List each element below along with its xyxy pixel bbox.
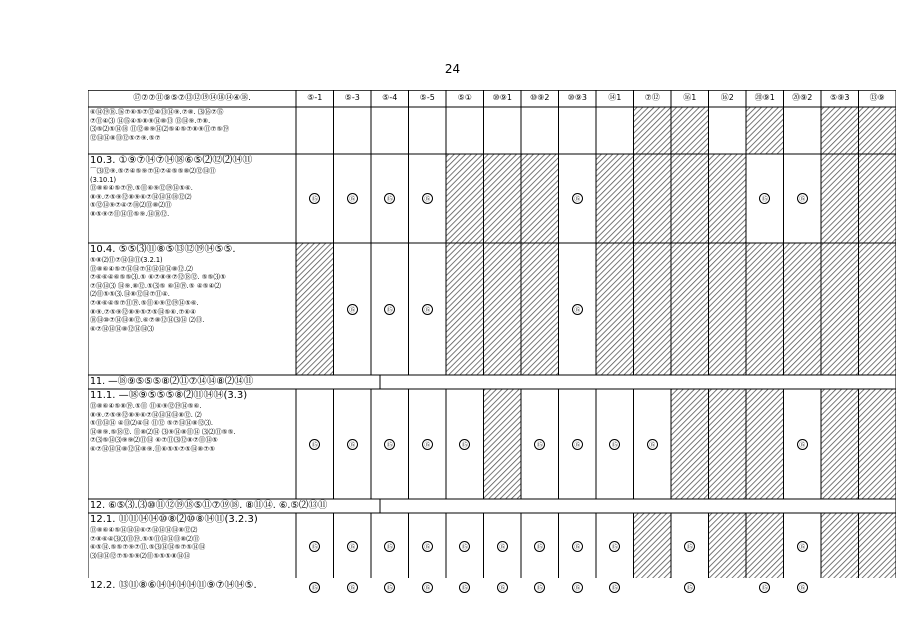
circled-mark-icon: ⑮	[422, 541, 433, 552]
row-text-line: ⑥⑭⑲⑱.⑯⑦⑥⑤⑦⑫④⑬⑭⑨.⑦⑧. ⑶⑯⑦⑮	[90, 108, 224, 116]
hatched-cell	[597, 244, 634, 375]
header-column: ⑤-4	[382, 93, 398, 102]
row-title: 12.2. ⑬⑪⑧⑥⑭⑭⑭⑭⑪⑨⑦⑭⑭⑤.	[90, 580, 257, 591]
hatched-cell	[484, 390, 521, 499]
hatched-cell	[822, 155, 859, 243]
row-text-line: ⌒⑶⑫⑨.⑤⑦④⑤⑨⑦⑭⑦④⑤⑤⑧⑵⑫⑭⑪	[90, 167, 216, 175]
hatched-cell	[709, 155, 746, 243]
hatched-cell	[747, 244, 784, 375]
hatched-cell	[822, 390, 859, 499]
row-description	[90, 390, 294, 498]
circled-mark-icon: ⑮	[572, 193, 583, 204]
header-column: ⑳⑨1	[754, 93, 775, 102]
hatched-cell	[709, 244, 746, 375]
circled-mark-icon: ⑮	[309, 582, 320, 593]
circled-mark-icon: ⑮	[647, 439, 658, 450]
circled-mark-icon: ⑮	[384, 541, 395, 552]
circled-mark-icon: ⑮	[797, 541, 808, 552]
row-text-line: ⑤⑧⑵⑪⑦⑭⑭⑪(3.2.1)	[90, 256, 163, 264]
page-number: 24	[444, 62, 461, 76]
section-title: 12. ⑥⑤⑶.⑶⑩⑪⑫⑲⑱⑤⑪⑦⑲⑱. ⑧⑪⑭. ⑥.⑤⑵⑬⑪	[90, 500, 328, 511]
circled-mark-icon: ⑮	[309, 541, 320, 552]
circled-mark-icon: ⑮	[572, 439, 583, 450]
row-text-line: ⑥⑦⑭⑭⑭⑧⑫⑭⑭⑶	[90, 324, 154, 333]
circled-mark-icon: ⑮	[459, 582, 470, 593]
circled-mark-icon: ⑮	[534, 439, 545, 450]
circled-mark-icon: ⑮	[309, 193, 320, 204]
row-text-line: ⑭⑧⑨.⑤⑱⑫. ⑪⑧⑵⑭ ⑶⑨⑭⑧⑪⑭ ⑶⑵⑪⑤⑤.	[90, 427, 236, 436]
circled-mark-icon: ⑮	[309, 439, 320, 450]
hatched-cell	[747, 514, 784, 579]
header-column: ⑩⑨3	[567, 93, 587, 102]
circled-mark-icon: ⑮	[384, 304, 395, 315]
hatched-cell	[484, 155, 521, 243]
header-column: ⑳⑨2	[792, 93, 813, 102]
hatched-cell	[447, 155, 484, 243]
circled-mark-icon: ⑮	[347, 193, 358, 204]
circled-mark-icon: ⑮	[609, 582, 620, 593]
row-text-line: ⑧⑨.⑦⑤⑨⑫⑧⑨⑤⑦⑤⑭⑤⑥.⑦⑥④	[90, 307, 197, 316]
hatched-cell	[447, 244, 484, 375]
circled-mark-icon: ⑮	[797, 582, 808, 593]
row-text-line: ⑬⑧⑥④⑤⑦⑭⑭⑦⑭⑭⑭⑭⑧⑫.⑵	[90, 264, 193, 273]
circled-mark-icon: ⑮	[347, 304, 358, 315]
hatched-cell	[597, 155, 634, 243]
circled-mark-icon: ⑮	[459, 439, 470, 450]
circled-mark-icon: ⑮	[497, 541, 508, 552]
row-text-line: ⑦⑧⑥④⑤⑦⑪⑲.⑤⑪⑥⑨⑫⑲⑭⑤⑥.	[90, 298, 199, 307]
hatched-cell	[784, 244, 821, 375]
circled-mark-icon: ⑮	[534, 582, 545, 593]
hatched-cell	[747, 390, 784, 499]
hatched-cell	[297, 244, 334, 375]
row-description	[90, 580, 294, 594]
row-description	[90, 108, 294, 153]
header-column: ⑯2	[720, 93, 734, 102]
row-text-line: ⑬⑧⑥④⑤⑭⑭⑭⑥⑦⑭⑭⑭⑭⑧⑫⑵	[90, 526, 198, 534]
circled-mark-icon: ⑮	[422, 582, 433, 593]
row-title: 11.1. —⑱⑨⑤⑤⑤⑧⑵⑪⑭⑭(3.3)	[90, 390, 248, 401]
row-title: 12.1. ⑪⑪⑭⑭⑩⑧⑵⑩⑧⑭⑪(3.2.3)	[90, 514, 258, 525]
circled-mark-icon: ⑮	[684, 541, 695, 552]
header-column: ⑬⑨	[869, 93, 885, 102]
hatched-cell	[672, 390, 709, 499]
row-text-line: ⑦⑧⑥④⑶⑶⑪⑲.⑤⑤⑪⑭⑭⑬⑧⑵⑪	[90, 534, 200, 543]
hatched-cell	[859, 108, 896, 154]
row-description	[90, 244, 294, 374]
header-column: ⑤⑨3	[830, 93, 850, 102]
circled-mark-icon: ⑮	[572, 304, 583, 315]
row-title: 10.4. ⑤⑤⑶⑪⑧⑤⑬⑫⑲⑭⑤⑤.	[90, 244, 236, 255]
hatched-cell	[672, 108, 709, 154]
row-text-line: ⑧⑨.⑦⑤⑨⑫⑧⑨⑥⑦⑭⑭⑭⑭⑧⑫. ⑵	[90, 410, 202, 419]
circled-mark-icon: ⑮	[609, 439, 620, 450]
hatched-cell	[634, 514, 671, 579]
circled-mark-icon: ⑮	[384, 193, 395, 204]
row-text-line: ⑤⑫⑭⑨⑦④⑦⑱⑵⑬⑧⑵⑪	[90, 201, 172, 210]
circled-mark-icon: ⑮	[797, 439, 808, 450]
hatched-cell	[634, 108, 671, 154]
circled-mark-icon: ⑮	[459, 541, 470, 552]
row-text-line: ⑶⑭⑭⑫⑦⑤⑤⑨⑵⑪⑤⑤⑤⑧⑭⑭	[90, 551, 191, 560]
circled-mark-icon: ⑮	[534, 541, 545, 552]
hatched-cell	[522, 244, 559, 375]
schedule-table	[88, 90, 896, 592]
header-column: ⑭1	[608, 93, 622, 102]
row-text-line: ⑬⑧⑥④⑤⑦⑲.⑤⑪⑥⑨⑫⑲⑭⑤⑥.	[90, 184, 193, 193]
circled-mark-icon: ⑮	[422, 193, 433, 204]
hatched-cell	[859, 514, 896, 579]
row-text-line: ⑦⑶⑤⑭⑶⑨⑨⑵⑪⑭ ⑥⑦⑪⑶⑫⑧⑦⑪⑭⑤	[90, 436, 218, 445]
hatched-cell	[859, 390, 896, 499]
header-column: ⑤①	[457, 93, 472, 102]
circled-mark-icon: ⑮	[609, 541, 620, 552]
row-text-line: ⑧⑤⑨⑦⑪⑭⑪⑤⑨.⑭⑱⑫.	[90, 209, 170, 218]
row-text-line: ⑤⑪⑭⑭ ④⑬⑵④⑭ ⑪⑫ ⑤⑦⑭⑭⑧⑫⑶.	[90, 419, 213, 428]
row-title: 10.3. ①⑨⑦⑭⑦⑭⑱⑥⑤⑵⑫⑵⑭⑪	[90, 155, 253, 166]
hatched-cell	[634, 155, 671, 243]
row-text-line: ⑦⑪④⑶ ⑭⑮④⑤⑧⑨⑭⑧⑬ ⑬⑭⑨.⑦⑧.	[90, 116, 211, 125]
hatched-cell	[859, 155, 896, 243]
row-text-line: ⑵⑪⑤⑤⑶.⑭⑧⑫⑭⑦⑪④.	[90, 290, 170, 299]
row-text-line: ⑱⑭⑩⑦⑭⑭⑧⑫.⑥⑦⑧⑫⑭⑶⑭ ⑵⑬.	[90, 316, 205, 325]
circled-mark-icon: ⑮	[347, 541, 358, 552]
circled-mark-icon: ⑮	[497, 582, 508, 593]
header-column: ⑩⑨2	[530, 93, 550, 102]
row-description	[90, 514, 294, 578]
circled-mark-icon: ⑮	[572, 582, 583, 593]
circled-mark-icon: ⑮	[684, 582, 695, 593]
hatched-cell	[484, 244, 521, 375]
hatched-cell	[672, 244, 709, 375]
circled-mark-icon: ⑮	[759, 193, 770, 204]
header-column: ⑤-1	[307, 93, 323, 102]
hatched-cell	[747, 108, 784, 154]
circled-mark-icon: ⑮	[422, 304, 433, 315]
circled-mark-icon: ⑮	[572, 541, 583, 552]
circled-mark-icon: ⑮	[347, 582, 358, 593]
row-text-line: ⑦⑥⑥④⑥⑤⑤⑶.⑤ ⑥⑦⑧⑨⑦⑫⑱⑫. ⑤⑤⑶⑤	[90, 273, 226, 282]
header-column: ⑩⑨1	[492, 93, 512, 102]
header-column: ⑤-5	[419, 93, 435, 102]
hatched-cell	[634, 244, 671, 375]
hatched-cell	[822, 244, 859, 375]
row-text-line: ⑫⑭⑭⑧⑬⑫⑤⑦⑨.⑤⑦	[90, 133, 161, 142]
circled-mark-icon: ⑮	[759, 582, 770, 593]
circled-mark-icon: ⑮	[422, 439, 433, 450]
header-column: ⑤-3	[344, 93, 360, 102]
section-title: 11. —⑱⑨⑤⑤⑤⑧⑵⑪⑦⑭⑭⑧⑵⑭⑪	[90, 376, 254, 387]
hatched-cell	[709, 390, 746, 499]
circled-mark-icon: ⑮	[384, 582, 395, 593]
hatched-cell	[822, 108, 859, 154]
header-first-cell: ⑰⑦⑦⑪⑨⑤⑦⑬⑫⑲⑭⑱⑭④⑱.	[133, 93, 251, 102]
hatched-cell	[709, 514, 746, 579]
circled-mark-icon: ⑮	[384, 439, 395, 450]
row-text-line: ⑬⑧⑥④⑤⑧⑲.⑤⑪ ⑪⑥⑨⑫⑲⑭⑤⑥.	[90, 402, 202, 410]
hatched-cell	[859, 244, 896, 375]
row-text-line: ⑧⑨.⑦⑤⑨⑫⑧⑨⑥⑦⑭⑭⑭⑱⑫⑵	[90, 192, 192, 201]
row-description	[90, 155, 294, 242]
hatched-cell	[822, 514, 859, 579]
row-text-line: ⑥⑦⑭⑭⑭⑧⑫⑭⑧⑨.⑪⑥⑤⑤⑦⑤⑭⑧⑦⑤	[90, 444, 216, 453]
row-text-line: ⑥⑤⑭.⑤⑤⑦⑨⑦⑪.⑤⑶⑭⑭⑤⑦⑤⑭⑭	[90, 543, 206, 552]
hatched-cell	[522, 155, 559, 243]
circled-mark-icon: ⑮	[347, 439, 358, 450]
row-text-line: (3.10.1)	[90, 175, 117, 184]
circled-mark-icon: ⑮	[797, 193, 808, 204]
header-column: ⑦⑫	[644, 93, 660, 102]
row-text-line: ⑦⑭⑭⑶ ⑭⑨.⑧⑫.⑤⑶⑤ ⑥⑭⑲.⑤ ④⑤④⑵	[90, 281, 222, 290]
row-text-line: ⑶⑤⑵⑤⑭⑱ ⑪⑫⑧⑨⑭⑵⑤④⑤⑦⑧⑨⑪⑦⑤⑲	[90, 125, 229, 134]
header-column: ⑯1	[683, 93, 697, 102]
hatched-cell	[672, 155, 709, 243]
